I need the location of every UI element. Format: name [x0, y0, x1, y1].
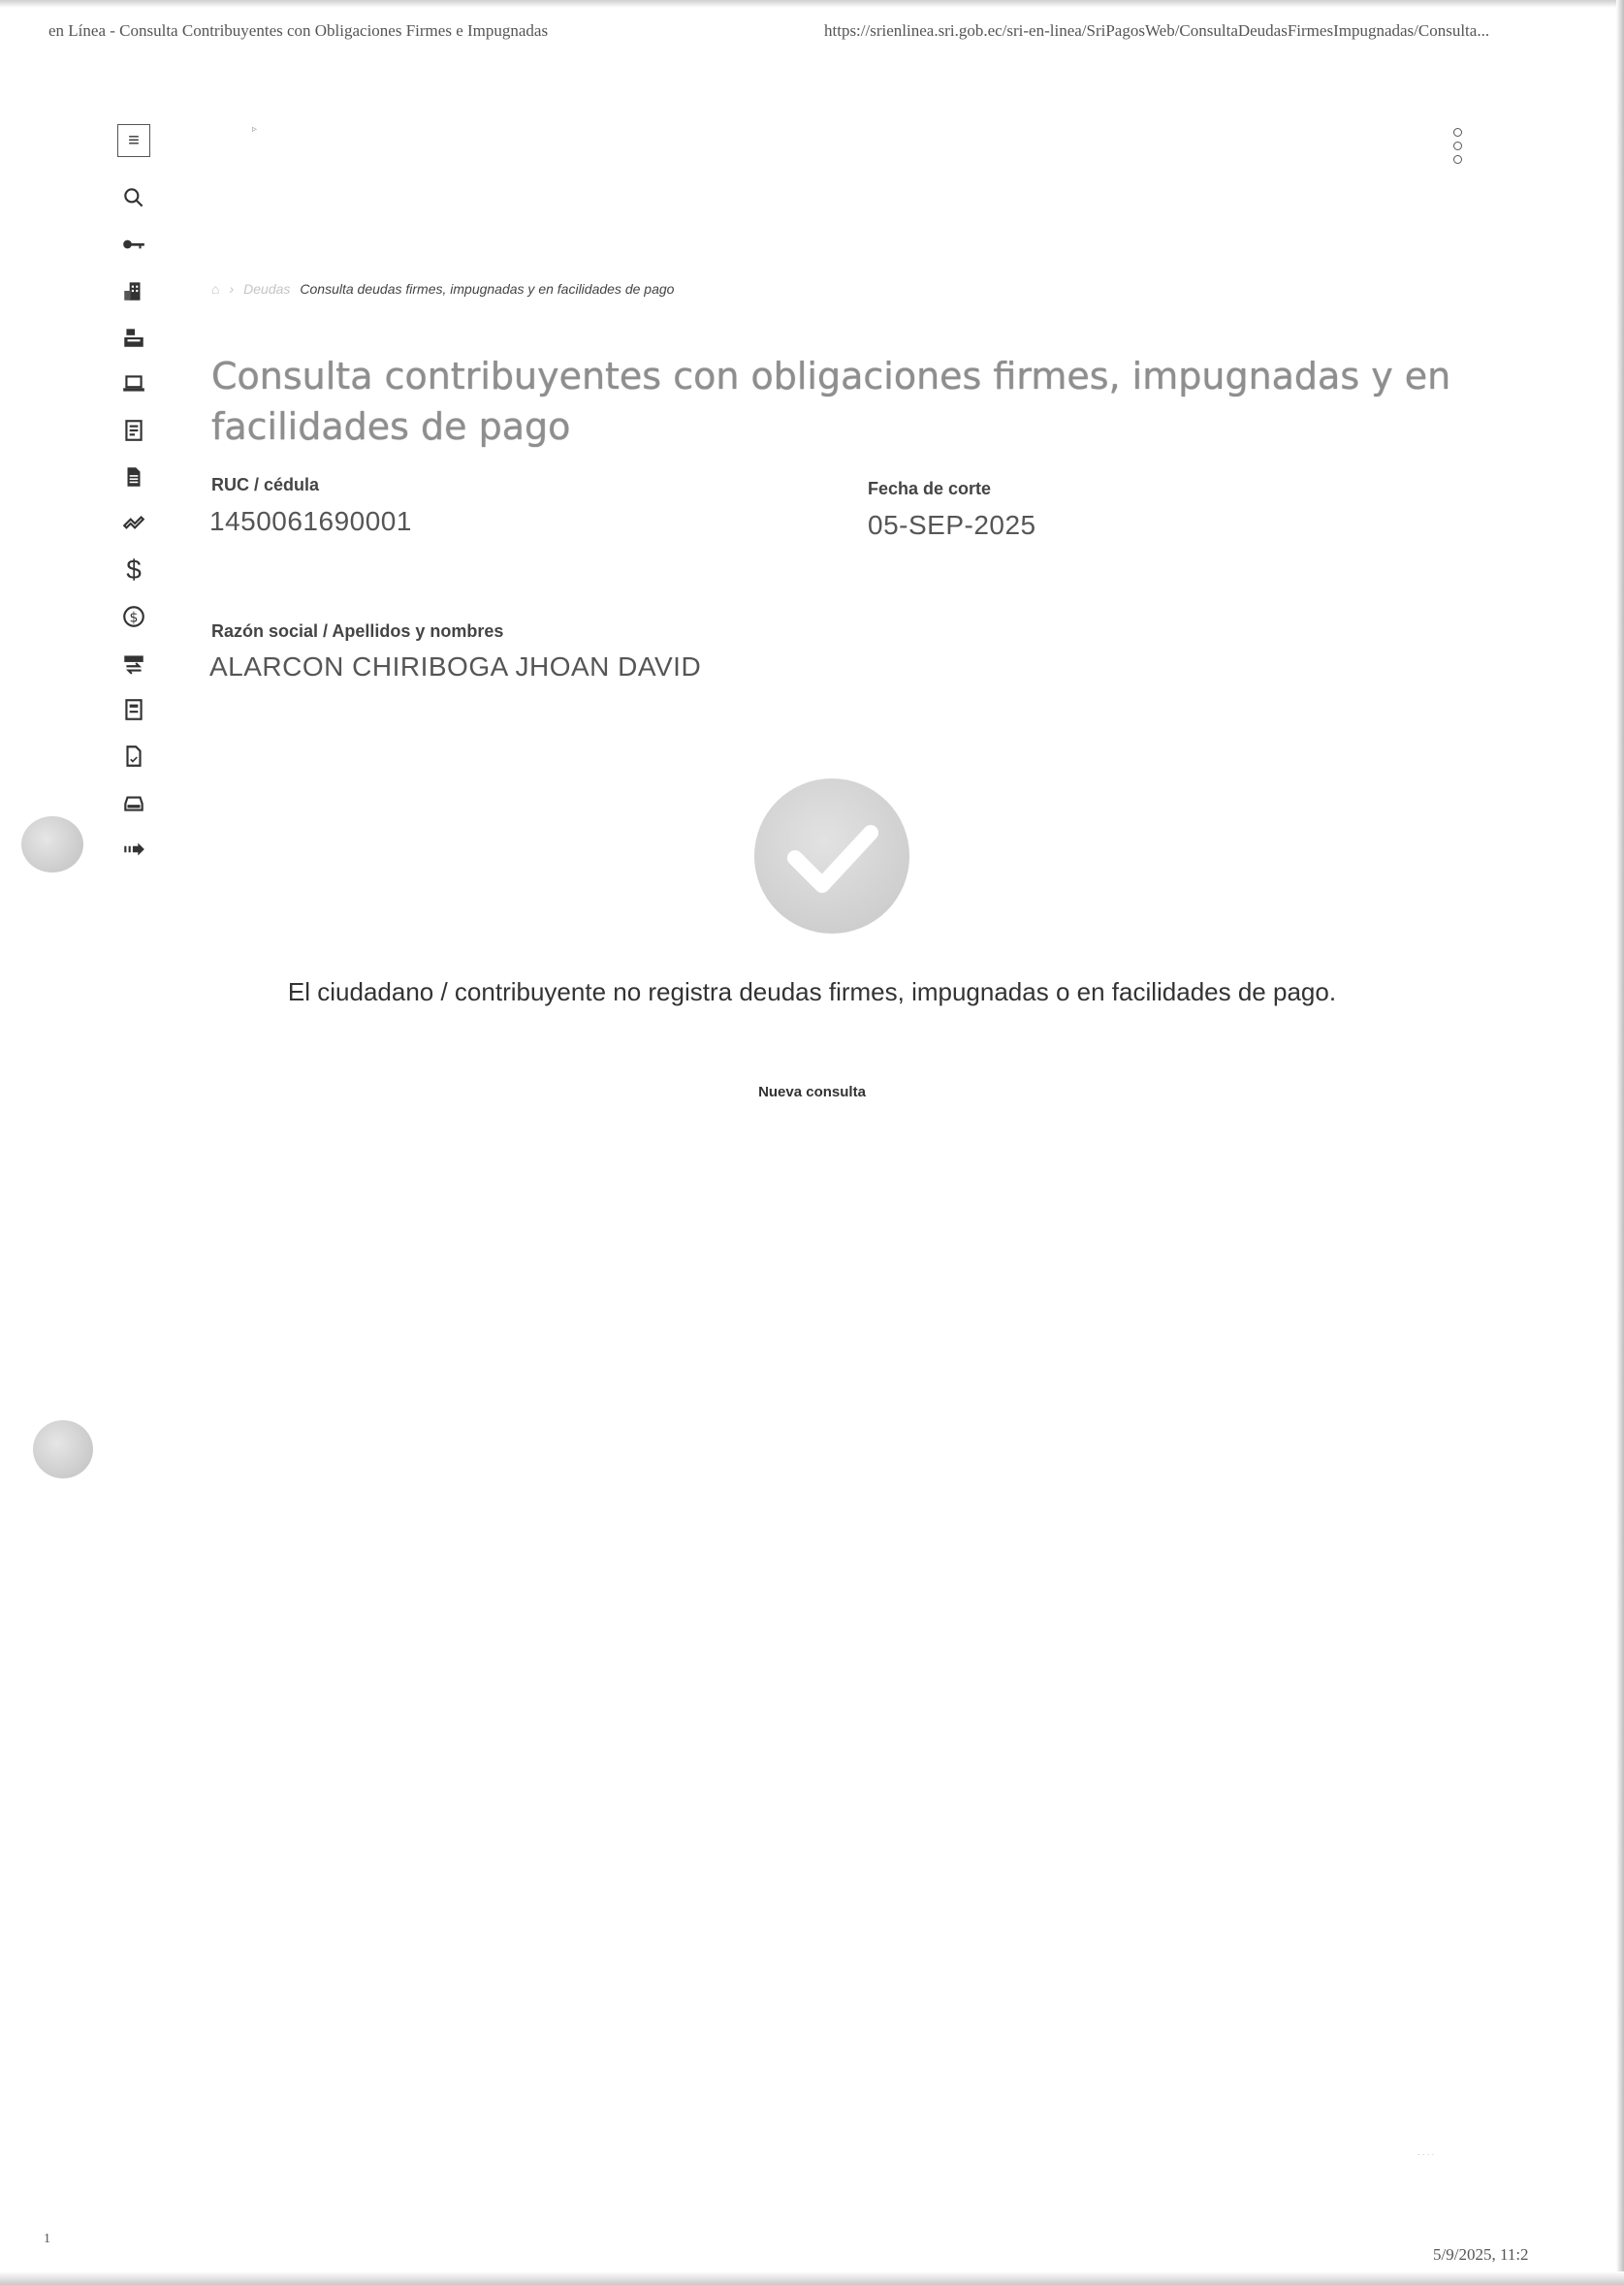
print-header-title: en Línea - Consulta Contribuyentes con Obligaciones Firmes e Impugnadas [48, 21, 549, 40]
kebab-dot [1453, 128, 1462, 137]
kebab-menu-button[interactable] [1450, 128, 1464, 164]
razon-social-label: Razón social / Apellidos y nombres [211, 621, 504, 641]
file-icon[interactable] [114, 463, 153, 491]
sidebar [114, 124, 153, 863]
punch-hole-bottom [33, 1420, 93, 1478]
print-date: 5/9/2025, 11:2 [1433, 2245, 1529, 2264]
fecha-corte-value: 05-SEP-2025 [868, 510, 1036, 540]
fecha-corte-label: Fecha de corte [868, 479, 992, 498]
page-number: 1 [44, 2232, 50, 2246]
print-header [48, 21, 1595, 41]
laptop-icon[interactable] [114, 370, 153, 397]
handshake-icon[interactable] [114, 510, 153, 537]
kebab-dot [1453, 142, 1462, 150]
breadcrumb-current: Consulta deudas firmes, impugnadas y en facilidades de pago [300, 281, 675, 297]
coin-icon[interactable] [114, 603, 153, 630]
svg-text:$: $ [129, 610, 139, 626]
dollar-icon[interactable]: $ [126, 555, 142, 585]
ruc-value: 1450061690001 [209, 506, 412, 536]
tiny-mark: ▹ [252, 124, 258, 135]
breadcrumb-separator: › [229, 281, 235, 297]
punch-hole-top [21, 816, 83, 873]
scan-right-edge [1616, 0, 1624, 2285]
scan-top-edge [0, 0, 1624, 8]
ruc-label: RUC / cédula [211, 475, 320, 494]
transfer-icon[interactable] [114, 650, 153, 677]
scan-bottom-edge [0, 2271, 1624, 2285]
search-icon[interactable] [114, 184, 153, 211]
hamburger-menu-button[interactable] [117, 124, 150, 157]
footer-faint-text: · · · · [1417, 2150, 1435, 2159]
result-message: El ciudadano / contribuyente no registra deudas firmes, impugnadas o en facilidades de pago. [287, 977, 1337, 1006]
page-title: Consulta contribuyentes con obligaciones firmes, impugnadas y en facilidades de pago [211, 355, 1451, 448]
breadcrumb [211, 281, 674, 297]
document-icon[interactable] [114, 417, 153, 444]
cash-register-icon[interactable] [114, 324, 153, 351]
building-icon[interactable] [114, 277, 153, 304]
form-icon[interactable] [114, 696, 153, 723]
kebab-dot [1453, 155, 1462, 164]
new-query-button[interactable]: Nueva consulta [758, 1084, 866, 1100]
breadcrumb-home-icon[interactable]: ⌂ [211, 281, 220, 297]
success-check-icon [754, 778, 909, 934]
arrow-exit-icon[interactable] [114, 836, 153, 863]
car-icon[interactable] [114, 789, 153, 816]
razon-social-value: ALARCON CHIRIBOGA JHOAN DAVID [209, 651, 702, 682]
menu-icon: ≡ [128, 129, 140, 151]
signed-doc-icon[interactable] [114, 743, 153, 770]
breadcrumb-parent[interactable]: Deudas [243, 281, 291, 297]
print-header-url: https://srienlinea.sri.gob.ec/sri-en-linea/SriPagosWeb/ConsultaDeudasFirmesImpugnadas/Consulta... [824, 21, 1490, 40]
key-icon[interactable] [114, 231, 153, 258]
